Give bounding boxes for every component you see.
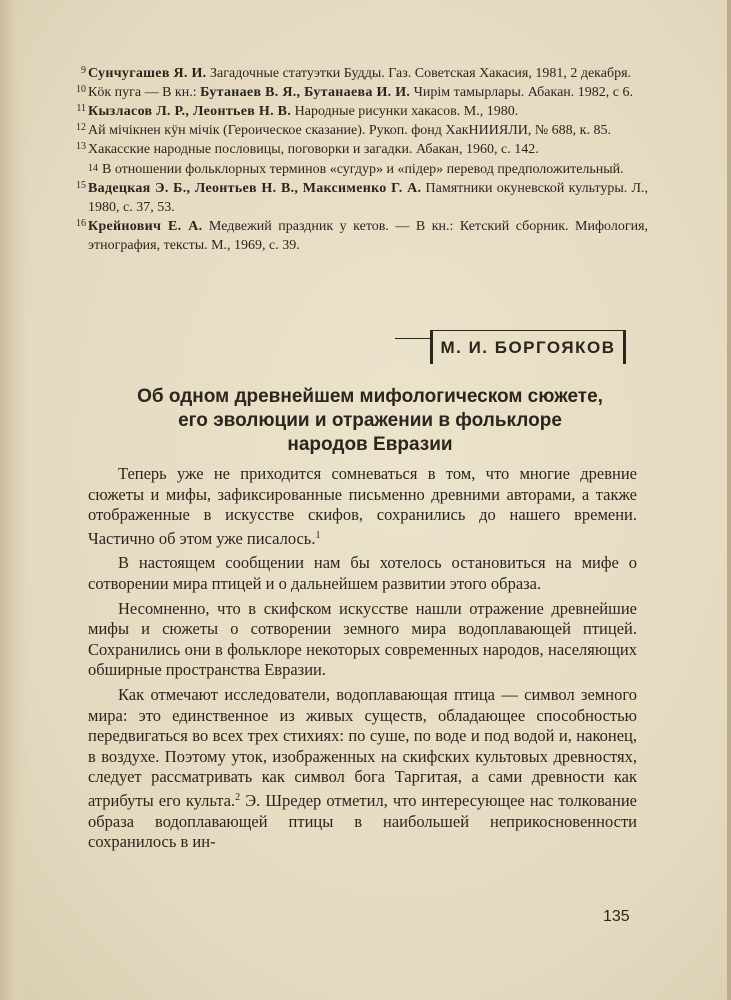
footnote-text: В отношении фольклорных терминов «сугдур» и «підер» перевод предположительный.	[102, 162, 624, 177]
paragraph-text: Несомненно, что в скифском искусстве нашли отражение древнейшие мифы и сюжеты о сотворении земного мира водоплавающей птицей. Сохранились они в фольклоре некоторых современных народов, населяющих обширные пространства Евразии.	[88, 598, 637, 680]
article-body	[88, 464, 637, 857]
footnote-author: Кызласов Л. Р., Леонтьев Н. В.	[88, 104, 292, 119]
footnote	[81, 64, 648, 83]
footnote	[76, 217, 649, 255]
footnote	[76, 121, 648, 140]
paragraph	[88, 599, 637, 681]
footnotes-block	[76, 64, 649, 255]
footnote	[76, 83, 648, 102]
page-gutter-shadow	[0, 0, 28, 1000]
footnote-text: Кӧк пуга — В кн.:	[88, 85, 201, 100]
author-name: М. И. БОРГОЯКОВ	[430, 330, 626, 364]
footnote-author: Бутанаев В. Я., Бутанаева И. И.	[200, 85, 411, 100]
footnote-number: 12	[76, 122, 86, 133]
author-rule	[395, 338, 430, 339]
footnote-author: Сунчугашев Я. И.	[88, 66, 207, 81]
footnote-text: Народные рисунки хакасов. М., 1980.	[291, 104, 519, 119]
footnote-ref: 2	[235, 791, 241, 803]
page-number: 135	[603, 908, 630, 925]
footnote-text: Памятники окуневской культуры. Л., 1980, с. 37, 53.	[88, 181, 648, 215]
title-line: народов Евразии	[287, 434, 453, 455]
footnote-number: 15	[76, 180, 86, 191]
footnote-number: 10	[76, 84, 86, 95]
paragraph-text: Как отмечают исследователи, водоплавающая птица — символ земного мира: это единственное из живых существ, обладающее способностью передвигаться во всех трех стихиях: по суше, по воде и под водой и, наконец, в воздухе. Поэтому уток, изображенных на скифских культовых древностях, следует рассматривать как символ бога Таргитая, а сами древности как атрибуты его культа.	[88, 684, 637, 810]
footnote-number: 14	[88, 163, 98, 174]
paragraph-text: Э. Шредер отметил, что интересующее нас толкование образа водоплавающей птицы в наибольшей неприкосновенности сохранилось в ин-	[88, 790, 637, 852]
footnote-number: 16	[76, 218, 86, 229]
footnote-text: Ай мічікнен кӱн мічік (Героическое сказание). Рукоп. фонд ХакНИИЯЛИ, № 688, к. 85.	[88, 123, 611, 138]
footnote-author: Крейнович Е. А.	[88, 219, 203, 234]
footnote-ref: 1	[315, 529, 321, 541]
footnote-text: Чирім тамырлары. Абакан. 1982, с 6.	[410, 85, 634, 100]
footnote	[88, 159, 648, 179]
footnote-text: Хакасские народные пословицы, поговорки и загадки. Абакан, 1960, с. 142.	[88, 142, 539, 157]
article-title	[90, 385, 650, 457]
footnote-number: 13	[76, 141, 86, 152]
footnote-number: 11	[76, 103, 86, 114]
footnote-number: 9	[81, 65, 86, 76]
paragraph	[88, 685, 637, 853]
footnote-author: Вадецкая Э. Б., Леонтьев Н. В., Максименко Г. А.	[88, 181, 422, 196]
page-edge	[727, 0, 731, 1000]
paragraph	[88, 553, 637, 594]
footnote	[76, 140, 648, 159]
paragraph-text: В настоящем сообщении нам бы хотелось остановиться на мифе о сотворении мира птицей и о дальнейшем развитии этого образа.	[88, 553, 637, 593]
paragraph	[88, 464, 637, 549]
title-line: его эволюции и отражении в фольклоре	[178, 410, 562, 431]
footnote-text: Медвежий праздник у кетов. — В кн.: Кетский сборник. Мифология, этнография, тексты. М., 1969, с. 39.	[88, 219, 649, 253]
footnote	[76, 102, 648, 121]
title-line: Об одном древнейшем мифологическом сюжете,	[137, 386, 603, 407]
footnote	[76, 179, 648, 217]
author-header	[0, 330, 731, 370]
paragraph-text: Теперь уже не приходится сомневаться в том, что многие древние сюжеты и мифы, зафиксированные письменно древними авторами, а также отображенные в искусстве скифов, сохранились до нашего времени. Частично об этом уже писалось.	[88, 464, 637, 548]
footnote-text: Загадочные статуэтки Будды. Газ. Советская Хакасия, 1981, 2 декабря.	[206, 66, 632, 81]
